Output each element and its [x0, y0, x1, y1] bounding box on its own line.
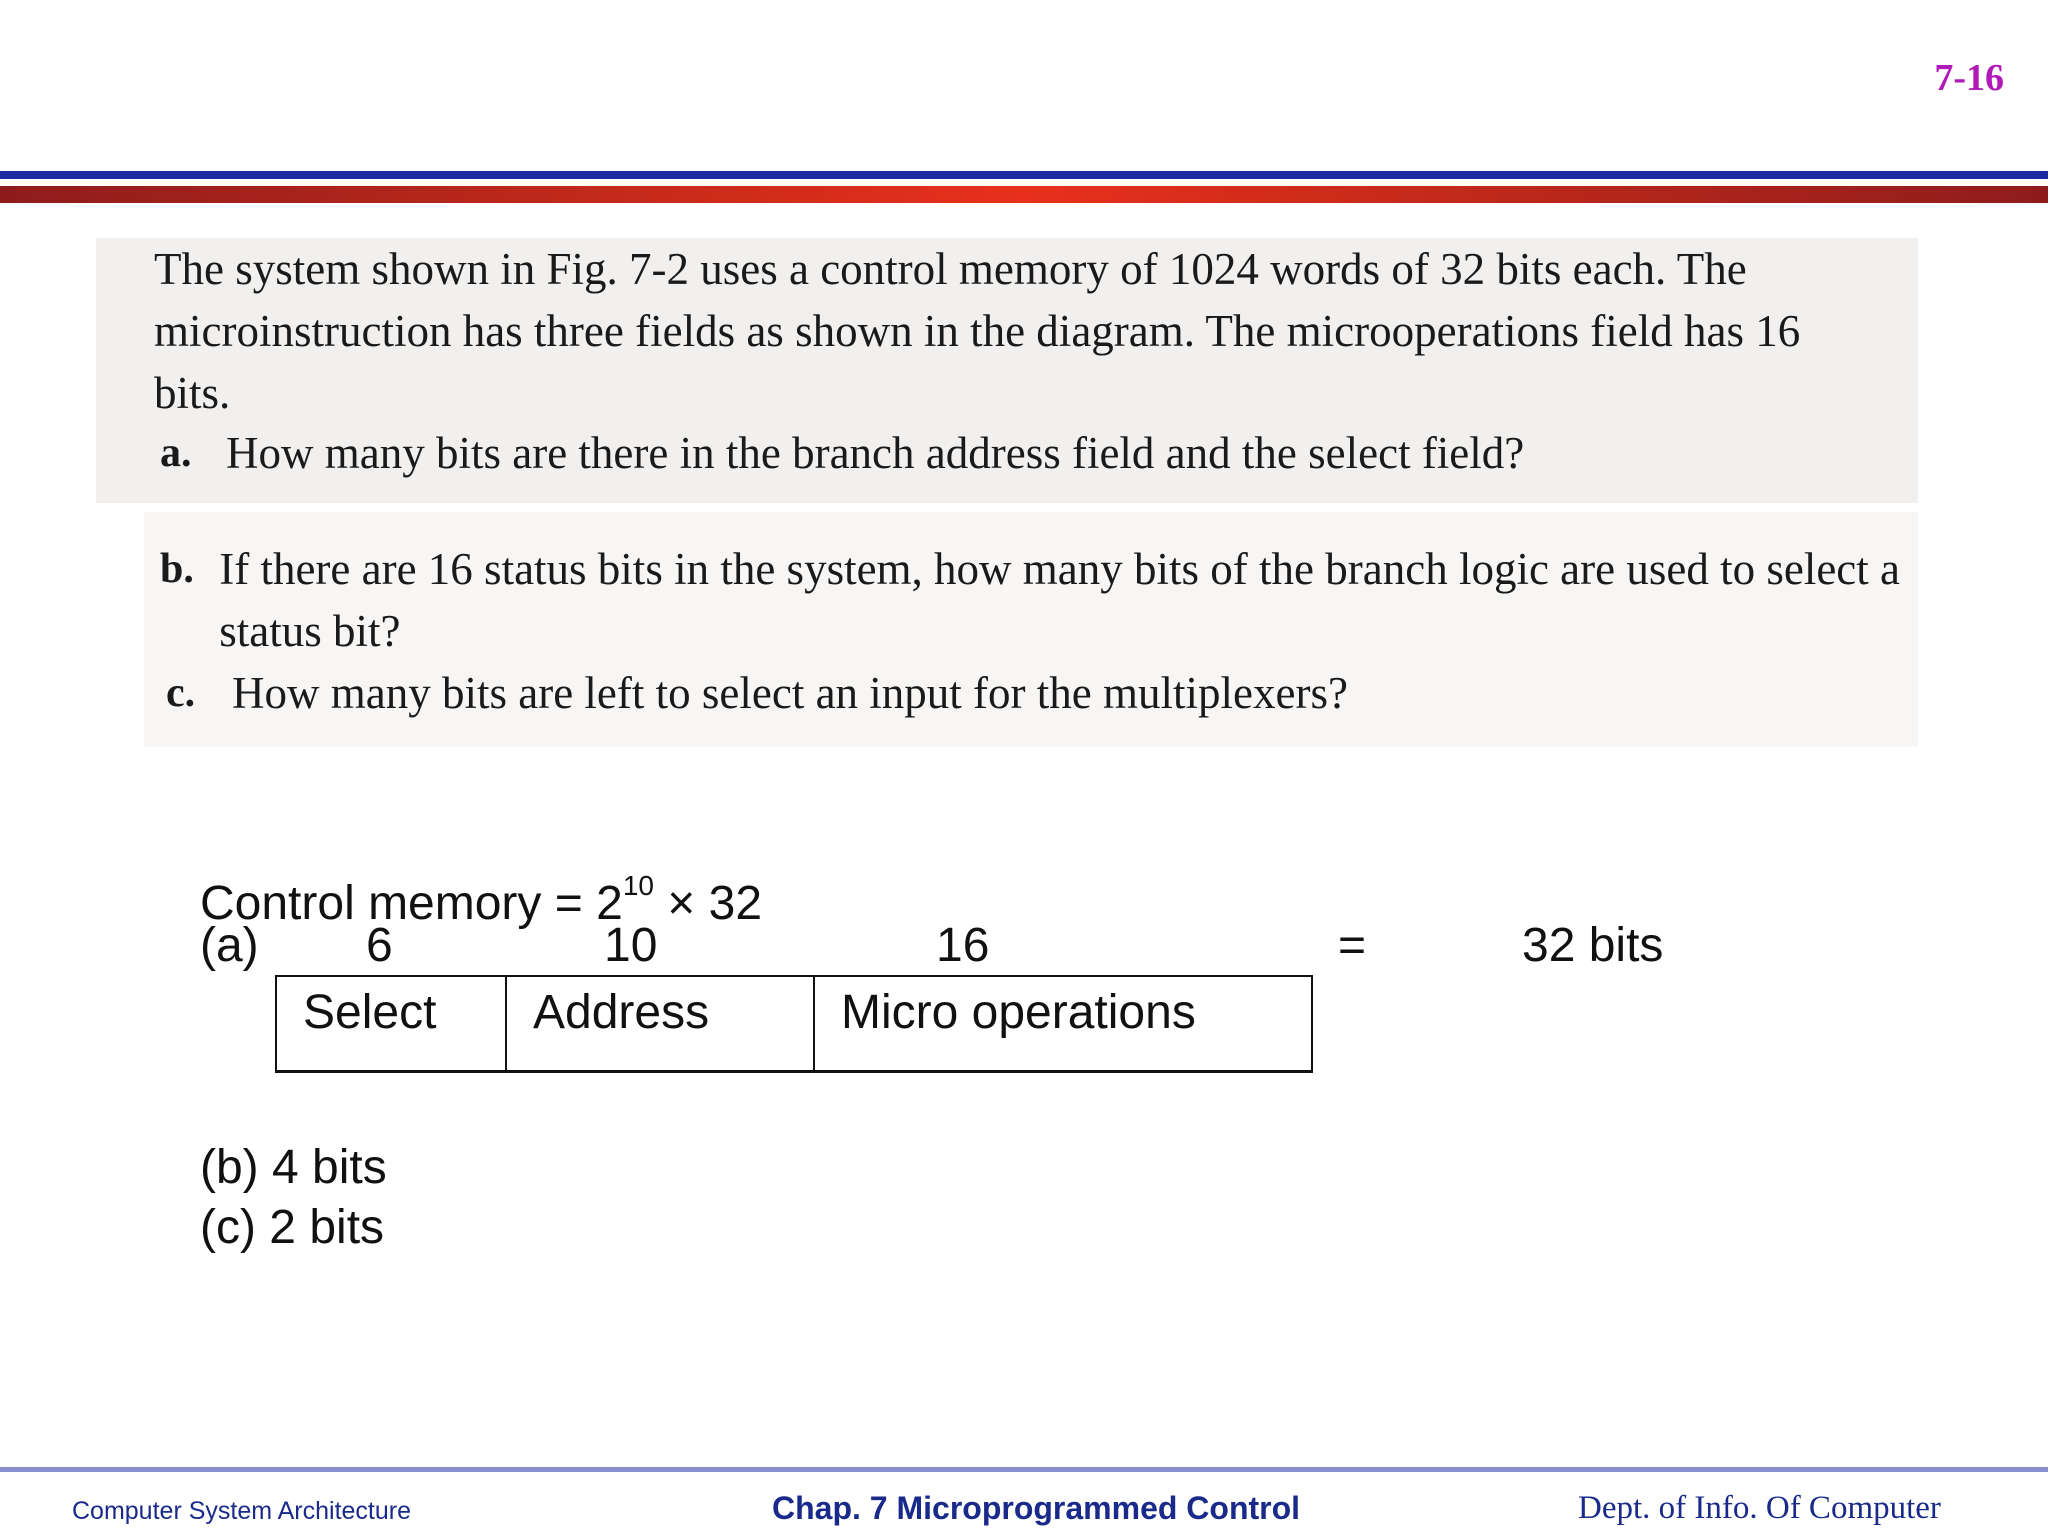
question-text: If there are 16 status bits in the system, how many bits of the branch logic are used to select a status bit? [219, 544, 1900, 656]
question-letter: c. [166, 670, 196, 716]
field-address: Address [507, 977, 815, 1070]
answer-b: (b) 4 bits [200, 1141, 387, 1194]
question-text: How many bits are there in the branch address field and the select field? [226, 428, 1525, 478]
control-memory-suffix: × 32 [653, 877, 763, 930]
control-memory-line [200, 858, 762, 932]
question-letter: a. [160, 430, 192, 476]
question-text: How many bits are left to select an input for the multiplexers? [232, 668, 1348, 718]
footer-chapter: Chap. 7 Microprogrammed Control [772, 1490, 1301, 1526]
footer-department: Dept. of Info. Of Computer [1578, 1490, 1941, 1526]
header-rule-red [0, 186, 2048, 203]
footer-rule [0, 1467, 2048, 1472]
header-rule-blue [0, 171, 2048, 179]
total-bits: 32 bits [1522, 919, 1664, 972]
problem-scan-top [96, 238, 1918, 503]
control-memory-label: Control memory = 2 [200, 877, 623, 930]
answer-c: (c) 2 bits [200, 1201, 385, 1254]
question-a [160, 422, 1524, 484]
field-micro-operations: Micro operations [841, 986, 1196, 1039]
question-c [166, 662, 1348, 724]
footer-course: Computer System Architecture [72, 1497, 412, 1525]
field-select: Select [277, 977, 507, 1070]
field-width-address: 10 [604, 919, 658, 972]
equals-sign: = [1338, 919, 1367, 972]
page-number: 7-16 [1934, 57, 2004, 99]
field-width-microops: 16 [936, 919, 990, 972]
question-b [160, 538, 1900, 662]
control-memory-exponent: 10 [622, 870, 654, 901]
problem-intro: The system shown in Fig. 7-2 uses a control memory of 1024 words of 32 bits each. The microinstruction has three fields as shown in the diagram. The microoperations field has 16 bits. [154, 244, 1801, 418]
field-width-select: 6 [366, 919, 393, 972]
problem-scan-bottom [144, 512, 1918, 747]
question-letter: b. [160, 546, 194, 592]
part-a-label: (a) [200, 919, 259, 972]
microinstruction-format [275, 975, 1313, 1073]
